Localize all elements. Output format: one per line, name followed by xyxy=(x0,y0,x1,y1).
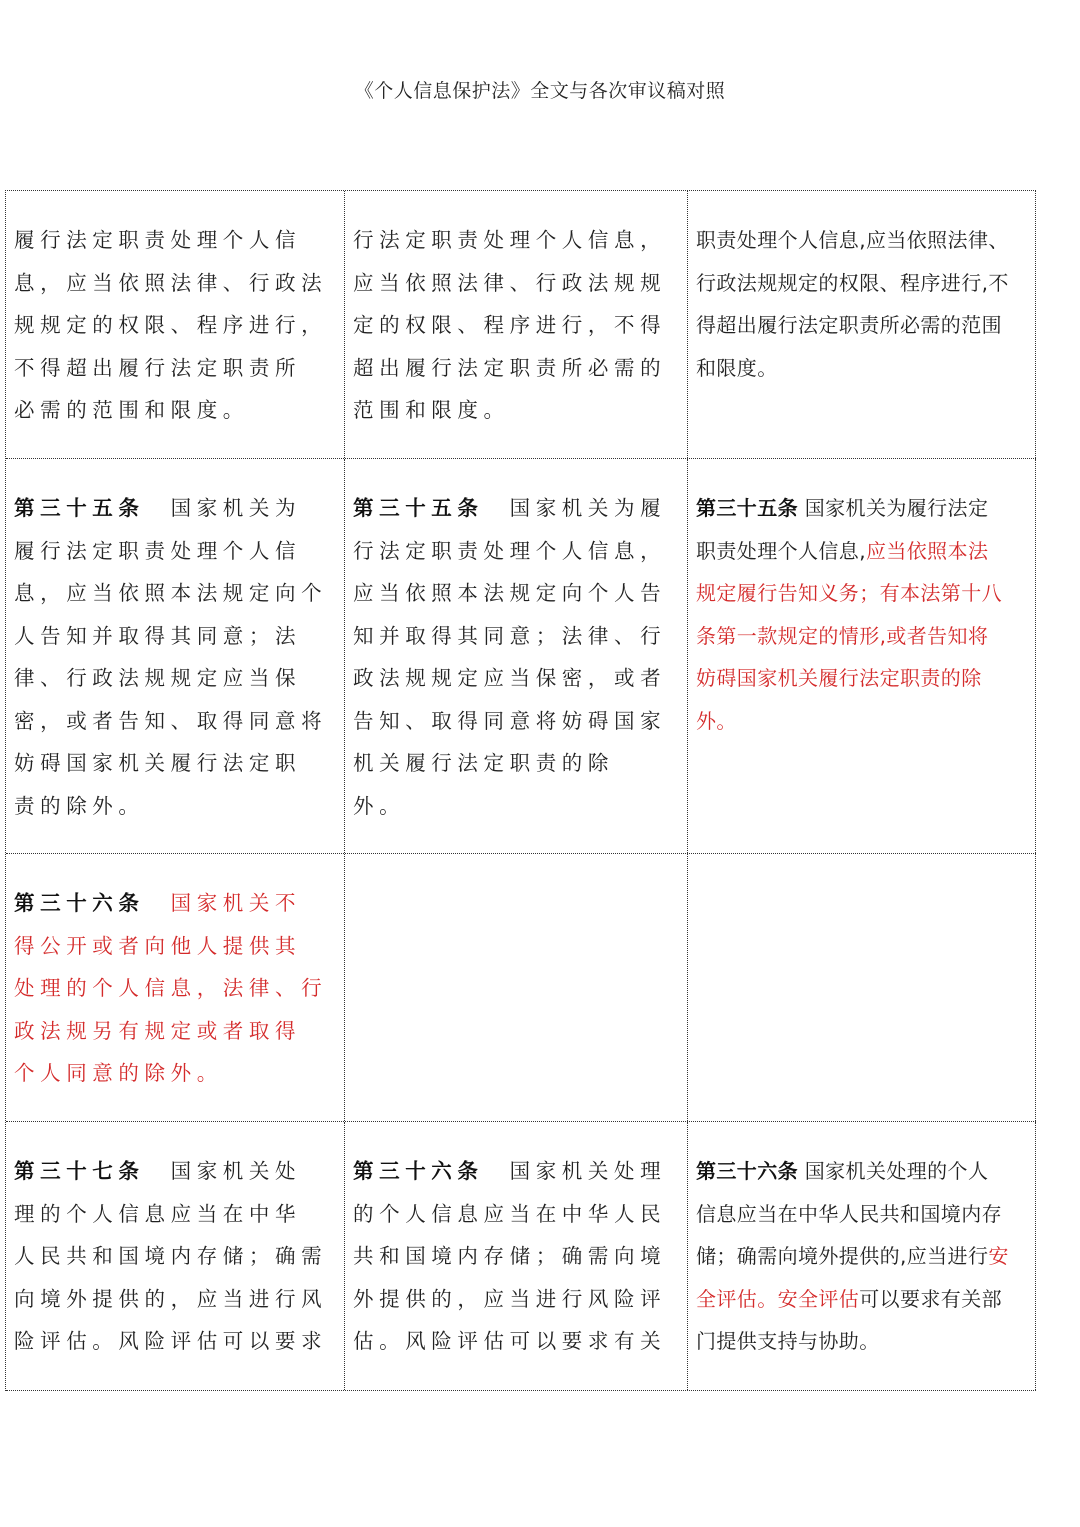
text-line xyxy=(14,1278,344,1321)
article-text: 职责处理个人信息,应当依照法律、 xyxy=(696,228,1009,252)
article-text: 应当依照本法规定向个人告 xyxy=(353,581,667,605)
article-number: 第三十六条 xyxy=(353,1159,484,1183)
text-line xyxy=(14,1193,344,1236)
draft-column-1-cell xyxy=(6,459,345,853)
final-law-cell xyxy=(688,459,1036,853)
text-line xyxy=(696,1320,1035,1363)
text-line xyxy=(14,304,344,347)
text-line xyxy=(14,785,344,828)
article-text: 政法规规定应当保密，或者 xyxy=(353,666,667,690)
changed-text: 规定履行告知义务；有本法第十八 xyxy=(696,581,1002,605)
article-text: 门提供支持与协助。 xyxy=(696,1329,880,1353)
article-number: 第三十五条 xyxy=(696,496,798,520)
article-text: 外提供的，应当进行风险评 xyxy=(353,1286,667,1311)
changed-text: 条第一款规定的情形,或者告知将 xyxy=(696,623,989,648)
article-text: 息，应当依照本法规定向个 xyxy=(14,581,328,605)
text-line xyxy=(696,1235,1035,1278)
article-text: 险评估。风险评估可以要求 xyxy=(14,1329,328,1353)
text-line xyxy=(14,487,344,530)
article-text: 知并取得其同意；法律、行 xyxy=(353,623,667,648)
draft-column-2-cell xyxy=(345,854,688,1121)
article-text: 行法定职责处理个人信息， xyxy=(353,538,667,563)
text-line xyxy=(14,1052,344,1095)
changed-text: 全评估。安全评估 xyxy=(696,1286,860,1311)
text-line xyxy=(696,304,1035,347)
changed-text: 国家机关不 xyxy=(144,891,302,915)
article-text: 必需的范围和限度。 xyxy=(14,398,249,422)
table-row xyxy=(6,1122,1036,1391)
article-text: 范围和限度。 xyxy=(353,398,510,422)
article-text: 息，应当依照法律、行政法 xyxy=(14,270,328,295)
changed-text: 妨碍国家机关履行法定职责的除 xyxy=(696,666,982,690)
changed-text: 外。 xyxy=(696,708,737,733)
text-line xyxy=(14,389,344,432)
text-line xyxy=(353,1193,687,1236)
table-row xyxy=(6,191,1036,459)
text-line xyxy=(353,572,687,615)
text-line xyxy=(353,1320,687,1363)
text-line xyxy=(353,657,687,700)
article-text: 行政法规规定的权限、程序进行,不 xyxy=(696,270,1009,295)
text-line xyxy=(14,572,344,615)
article-text: 人告知并取得其同意；法 xyxy=(14,623,302,648)
text-line xyxy=(696,347,1035,390)
article-text: 储；确需向境外提供的,应当进行 xyxy=(696,1244,989,1268)
text-line xyxy=(14,882,344,925)
final-law-cell xyxy=(688,854,1036,1121)
draft-column-2-cell xyxy=(345,1122,688,1390)
article-text: 国家机关处理 xyxy=(483,1159,667,1183)
document-title: 《个人信息保护法》全文与各次审议稿对照 xyxy=(354,80,726,102)
article-text: 应当依照法律、行政法规规 xyxy=(353,270,667,295)
article-number: 第三十五条 xyxy=(14,496,145,520)
text-line xyxy=(14,742,344,785)
text-line xyxy=(14,1235,344,1278)
article-number: 第三十六条 xyxy=(696,1159,798,1183)
changed-text: 得公开或者向他人提供其 xyxy=(14,933,302,958)
article-text: 密，或者告知、取得同意将 xyxy=(14,708,328,733)
text-line xyxy=(696,530,1035,573)
article-text: 可以要求有关部 xyxy=(859,1286,1003,1311)
article-text: 超出履行法定职责所必需的 xyxy=(353,355,667,380)
article-text: 国家机关处 xyxy=(144,1159,302,1183)
text-line xyxy=(696,1278,1035,1321)
text-line xyxy=(14,700,344,743)
article-text: 人民共和国境内存储；确需 xyxy=(14,1244,328,1268)
text-line xyxy=(353,487,687,530)
article-text: 律、行政法规规定应当保 xyxy=(14,666,302,690)
article-text: 国家机关处理的个人 xyxy=(798,1159,989,1183)
article-text: 履行法定职责处理个人信 xyxy=(14,228,302,252)
table-row xyxy=(6,854,1036,1122)
draft-column-2-cell xyxy=(345,191,688,458)
text-line xyxy=(696,262,1035,305)
article-text: 履行法定职责处理个人信 xyxy=(14,538,302,563)
text-line xyxy=(696,1150,1035,1193)
article-text: 职责处理个人信息, xyxy=(696,538,866,563)
article-text: 共和国境内存储；确需向境 xyxy=(353,1244,667,1268)
article-text: 规规定的权限、程序进行， xyxy=(14,313,328,337)
text-line xyxy=(14,1150,344,1193)
article-number: 第三十七条 xyxy=(14,1159,145,1183)
text-line xyxy=(353,304,687,347)
article-text: 定的权限、程序进行，不得 xyxy=(353,313,667,337)
text-line xyxy=(14,1010,344,1053)
text-line xyxy=(14,925,344,968)
draft-column-1-cell xyxy=(6,1122,345,1390)
article-number: 第三十五条 xyxy=(353,496,484,520)
text-line xyxy=(696,700,1035,743)
article-text: 向境外提供的，应当进行风 xyxy=(14,1286,328,1311)
article-text: 理的个人信息应当在中华 xyxy=(14,1201,302,1226)
text-line xyxy=(353,347,687,390)
final-law-cell xyxy=(688,1122,1036,1390)
text-line xyxy=(14,657,344,700)
text-line xyxy=(353,219,687,262)
text-line xyxy=(696,572,1035,615)
text-line xyxy=(696,657,1035,700)
text-line xyxy=(696,219,1035,262)
text-line xyxy=(14,219,344,262)
changed-text: 安 xyxy=(988,1244,1009,1268)
text-line xyxy=(696,615,1035,658)
text-line xyxy=(353,700,687,743)
text-line xyxy=(353,615,687,658)
text-line xyxy=(353,389,687,432)
changed-text: 处理的个人信息，法律、行 xyxy=(14,976,328,1000)
text-line xyxy=(696,487,1035,530)
text-line xyxy=(353,1150,687,1193)
article-text: 机关履行法定职责的除 xyxy=(353,751,614,775)
article-text: 国家机关为 xyxy=(144,496,302,520)
changed-text: 个人同意的除外。 xyxy=(14,1061,223,1085)
draft-column-1-cell xyxy=(6,854,345,1121)
text-line xyxy=(353,1278,687,1321)
changed-text: 政法规另有规定或者取得 xyxy=(14,1018,302,1043)
draft-column-1-cell xyxy=(6,191,345,458)
article-text: 不得超出履行法定职责所 xyxy=(14,355,302,380)
text-line xyxy=(353,530,687,573)
text-line xyxy=(14,262,344,305)
comparison-table xyxy=(5,190,1036,1391)
article-text: 得超出履行法定职责所必需的范围 xyxy=(696,313,1002,337)
draft-column-2-cell xyxy=(345,459,688,853)
text-line xyxy=(353,785,687,828)
text-line xyxy=(14,615,344,658)
table-row xyxy=(6,459,1036,854)
text-line xyxy=(696,1193,1035,1236)
article-text: 国家机关为履 xyxy=(483,496,667,520)
article-text: 和限度。 xyxy=(696,355,778,380)
article-text: 告知、取得同意将妨碍国家 xyxy=(353,708,667,733)
article-text: 国家机关为履行法定 xyxy=(798,496,989,520)
article-text: 的个人信息应当在中华人民 xyxy=(353,1201,667,1226)
article-text: 责的除外。 xyxy=(14,793,145,818)
text-line xyxy=(353,1235,687,1278)
text-line xyxy=(14,1320,344,1363)
final-law-cell xyxy=(688,191,1036,458)
text-line xyxy=(353,262,687,305)
article-text: 外。 xyxy=(353,793,406,818)
text-line xyxy=(14,347,344,390)
text-line xyxy=(353,742,687,785)
article-text: 行法定职责处理个人信息， xyxy=(353,228,667,252)
text-line xyxy=(14,967,344,1010)
article-text: 信息应当在中华人民共和国境内存 xyxy=(696,1201,1002,1226)
article-text: 妨碍国家机关履行法定职 xyxy=(14,751,302,775)
text-line xyxy=(14,530,344,573)
article-text: 估。风险评估可以要求有关 xyxy=(353,1329,667,1353)
changed-text: 应当依照本法 xyxy=(865,538,989,563)
article-number: 第三十六条 xyxy=(14,891,145,915)
